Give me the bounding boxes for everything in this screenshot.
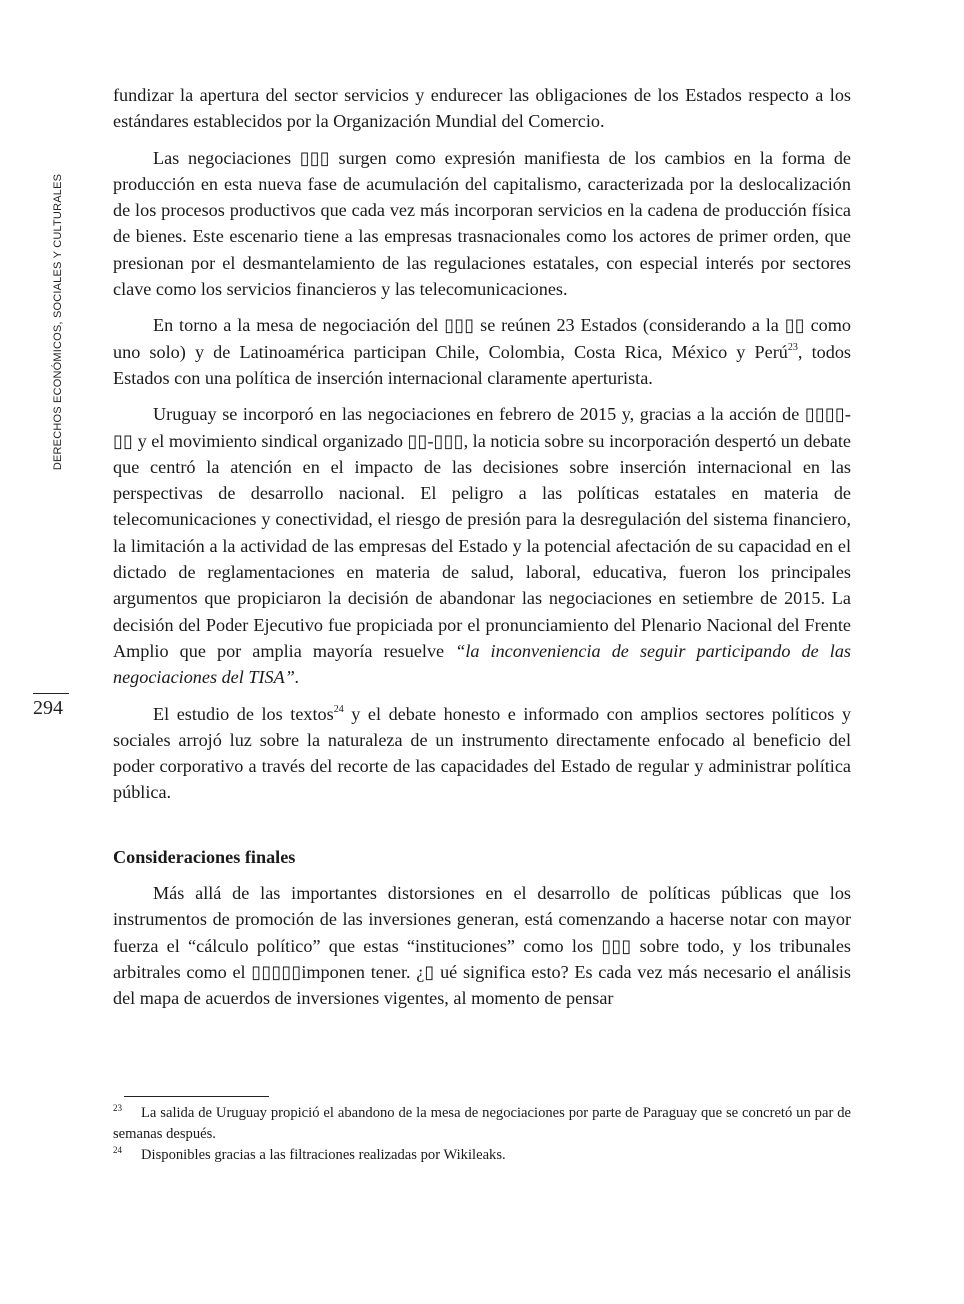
paragraph-3-text-end: , todos Estados con una política de inserción internacional claramente aperturista.	[113, 341, 851, 388]
paragraph-3-text: En torno a la mesa de negociación del ▯▯▯ se reúnen 23 Estados (considerando a la ▯▯ como uno solo) y de Latinoamérica participan Chile, Colombia, Costa Rica, México y Perú	[113, 315, 851, 362]
footnote-text: La salida de Uruguay propició el abandono de la mesa de negociaciones por parte de Paraguay que se concretó un par de semanas después.	[113, 1105, 851, 1142]
paragraph-4-text: Uruguay se incorporó en las negociaciones en febrero de 2015 y, gracias a la acción de ▯▯▯▯-▯▯ y el movimiento sindical organizado ▯▯-▯▯▯, la noticia sobre su incorporación despertó un debate que centró la atención en el impacto de las decisiones sobre inserción internacional en las perspectivas de desarrollo nacional. El peligro a las políticas estatales en materia de telecomunicaciones y conectividad, el riesgo de presión para la desregulación del sistema financiero, la limitación a la actividad de las empresas del Estado y la potencial afectación de su capacidad en el dictado de reglamentaciones en materia de salud, laboral, educativa, fueron los principales argumentos que propiciaron la decisión de abandonar las negociaciones en setiembre de 2015. La decisión del Poder Ejecutivo fue propiciada por el pronunciamiento del Plenario Nacional del Frente Amplio que por amplia mayoría resuelve	[113, 404, 851, 661]
paragraph-3	[113, 312, 851, 391]
paragraph-5	[113, 701, 851, 806]
paragraph-5-text-end: y el debate honesto e informado con amplios sectores políticos y sociales arrojó luz sobre la naturaleza de un instrumento directamente enfocado al beneficio del poder corporativo a través del recorte de las capacidades del Estado de regular y administrar política pública.	[113, 703, 851, 803]
footnote-text: Disponibles gracias a las filtraciones realizadas por Wikileaks.	[141, 1147, 506, 1163]
paragraph-1: fundizar la apertura del sector servicios y endurecer las obligaciones de los Estados respecto a los estándares establecidos por la Organización Mundial del Comercio.	[113, 85, 851, 132]
footnote-24: 24 Disponibles gracias a las filtraciones realizadas por Wikileaks.	[113, 1145, 506, 1163]
page-number: 294	[33, 697, 63, 719]
quote-tisa: “la inconveniencia de seguir participando de las negociaciones del TISA”.	[113, 640, 851, 688]
paragraph-6: Más allá de las importantes distorsiones en el desarrollo de políticas públicas que los instrumentos de promoción de las inversiones generan, está comenzando a hacerse notar con mayor fuerza el “cálculo político” que estas “instituciones” como los ▯▯▯ sobre todo, y los tribunales arbitrales como el ▯▯▯▯▯imponen tener. ¿▯ ué significa esto? Es cada vez más necesario el análisis del mapa de acuerdos de inversiones vigentes, al momento de pensar	[113, 883, 851, 1009]
running-header-vertical: DERECHOS ECONÓMICOS, SOCIALES Y CULTURALES	[52, 173, 64, 471]
paragraph-4	[113, 401, 851, 690]
paragraph-5-text: El estudio de los textos	[153, 703, 334, 724]
footnote-rule	[124, 1096, 269, 1097]
footnote-ref-24: 24	[333, 703, 344, 715]
paragraph-2: Las negociaciones ▯▯▯ surgen como expresión manifiesta de los cambios en la forma de producción en esta nueva fase de acumulación del capitalismo, caracterizada por la deslocalización de los procesos productivos que cada vez más incorporan servicios en la cadena de producción física de bienes. Este escenario tiene a las empresas trasnacionales como los actores de primer orden, que presionan por el desmantelamiento de las regulaciones estatales, con especial interés por sectores clave como los servicios financieros y las telecomunicaciones.	[113, 147, 851, 300]
page-number-rule	[33, 693, 69, 694]
footnote-23: 23 La salida de Uruguay propició el abandono de la mesa de negociaciones por parte de Paraguay que se concretó un par de semanas después.	[113, 1103, 851, 1142]
footnotes	[113, 1103, 851, 1166]
section-heading: Consideraciones finales	[113, 846, 296, 867]
body-text	[113, 82, 851, 1022]
footnote-ref-23: 23	[787, 341, 798, 353]
